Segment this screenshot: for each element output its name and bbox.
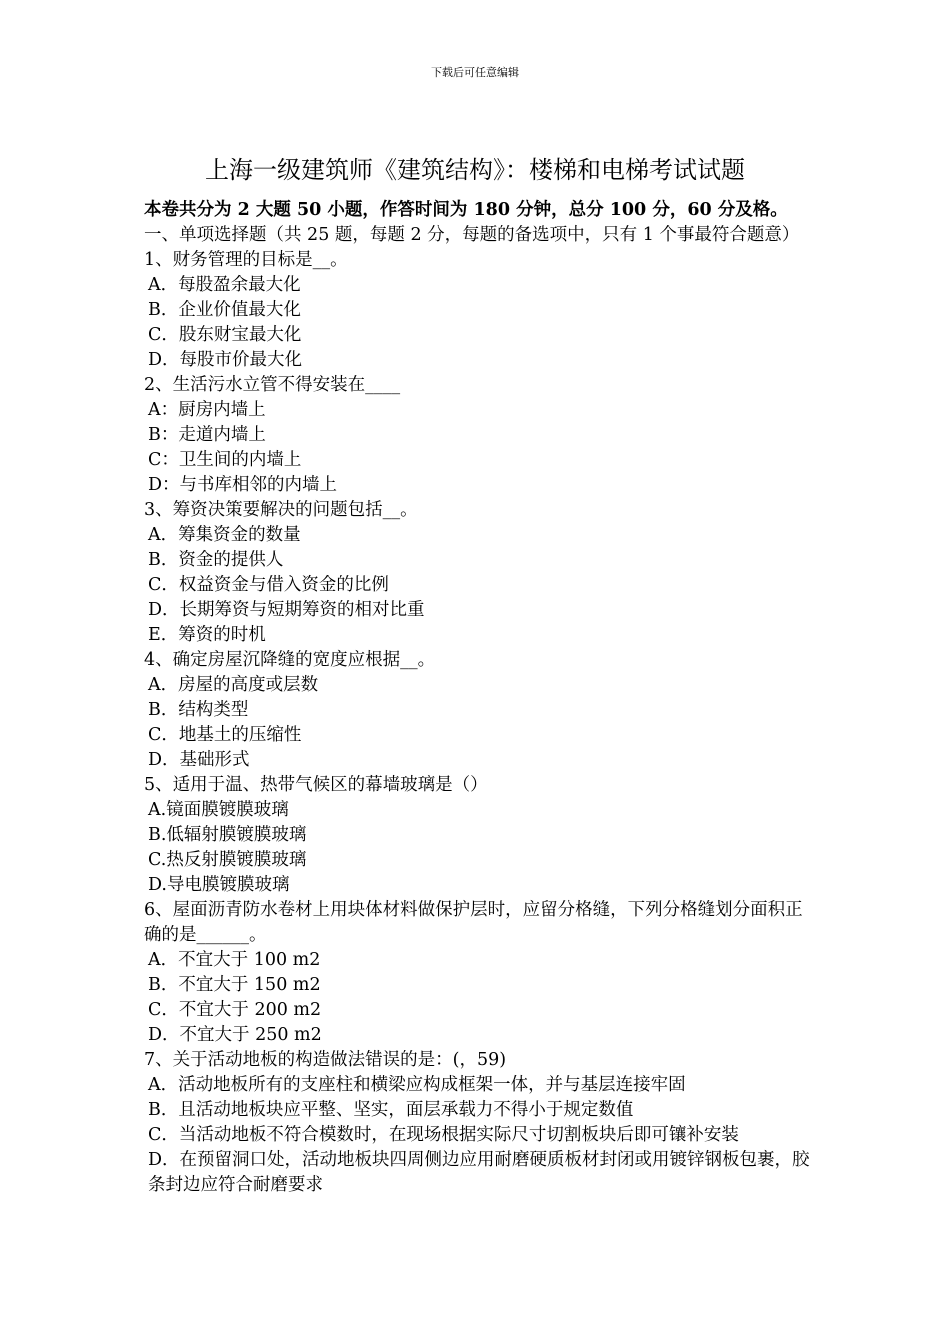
question-text: 3、筹资决策要解决的问题包括__。 bbox=[144, 500, 418, 520]
question-3 bbox=[144, 498, 810, 648]
question-text: 2、生活污水立管不得安装在____ bbox=[144, 375, 401, 395]
option-a: A．活动地板所有的支座柱和横梁应构成框架一体，并与基层连接牢固 bbox=[148, 1075, 686, 1095]
document-title: 上海一级建筑师《建筑结构》：楼梯和电梯考试试题 bbox=[205, 156, 745, 184]
exam-intro: 本卷共分为 2 大题 50 小题，作答时间为 180 分钟，总分 100 分，60 分及格。 bbox=[144, 200, 788, 220]
question-text: 5、适用于温、热带气候区的幕墙玻璃是（） bbox=[144, 775, 488, 795]
option-a: A．不宜大于 100 m2 bbox=[148, 950, 321, 970]
question-text: 1、财务管理的目标是__。 bbox=[144, 250, 348, 270]
question-text: 7、关于活动地板的构造做法错误的是：(，59) bbox=[144, 1050, 507, 1070]
section-heading: 一、单项选择题（共 25 题，每题 2 分，每题的备选项中，只有 1 个事最符合题意） bbox=[144, 225, 800, 245]
option-b: B．且活动地板块应平整、坚实，面层承载力不得小于规定数值 bbox=[148, 1100, 634, 1120]
option-c: C.热反射膜镀膜玻璃 bbox=[148, 850, 307, 870]
page-header: 下载后可任意编辑 bbox=[431, 66, 519, 79]
document-body bbox=[144, 198, 810, 1198]
option-d: D．每股市价最大化 bbox=[148, 350, 303, 370]
option-b: B．资金的提供人 bbox=[148, 550, 284, 570]
option-a: A：厨房内墙上 bbox=[148, 400, 266, 420]
option-c: C：卫生间的内墙上 bbox=[148, 450, 302, 470]
option-b: B：走道内墙上 bbox=[148, 425, 266, 445]
option-c: C．地基土的压缩性 bbox=[148, 725, 302, 745]
option-d: D．基础形式 bbox=[148, 750, 250, 770]
option-d: D.导电膜镀膜玻璃 bbox=[148, 875, 290, 895]
option-b: B．不宜大于 150 m2 bbox=[148, 975, 321, 995]
option-a: A．每股盈余最大化 bbox=[148, 275, 301, 295]
option-c: C．当活动地板不符合模数时，在现场根据实际尺寸切割板块后即可镶补安装 bbox=[148, 1125, 739, 1145]
option-b: B.低辐射膜镀膜玻璃 bbox=[148, 825, 307, 845]
question-4 bbox=[144, 648, 810, 773]
question-6 bbox=[144, 898, 810, 1048]
option-c: C．不宜大于 200 m2 bbox=[148, 1000, 322, 1020]
option-e: E．筹资的时机 bbox=[148, 625, 266, 645]
question-1 bbox=[144, 248, 810, 373]
question-7 bbox=[144, 1048, 810, 1198]
option-a: A．房屋的高度或层数 bbox=[148, 675, 319, 695]
option-d: D：与书库相邻的内墙上 bbox=[148, 475, 338, 495]
question-text: 4、确定房屋沉降缝的宽度应根据__。 bbox=[144, 650, 436, 670]
question-2 bbox=[144, 373, 810, 498]
option-b: B．企业价值最大化 bbox=[148, 300, 301, 320]
question-5 bbox=[144, 773, 810, 898]
option-c: C．权益资金与借入资金的比例 bbox=[148, 575, 389, 595]
option-b: B．结构类型 bbox=[148, 700, 249, 720]
option-d: D．在预留洞口处，活动地板块四周侧边应用耐磨硬质板材封闭或用镀锌钢板包裹，胶条封边应符合耐磨要求 bbox=[148, 1150, 810, 1195]
option-d: D．长期筹资与短期筹资的相对比重 bbox=[148, 600, 425, 620]
option-c: C．股东财宝最大化 bbox=[148, 325, 302, 345]
option-d: D．不宜大于 250 m2 bbox=[148, 1025, 322, 1045]
option-a: A．筹集资金的数量 bbox=[148, 525, 301, 545]
option-a: A.镜面膜镀膜玻璃 bbox=[148, 800, 289, 820]
question-text: 6、屋面沥青防水卷材上用块体材料做保护层时，应留分格缝，下列分格缝划分面积正确的是______。 bbox=[144, 900, 803, 945]
